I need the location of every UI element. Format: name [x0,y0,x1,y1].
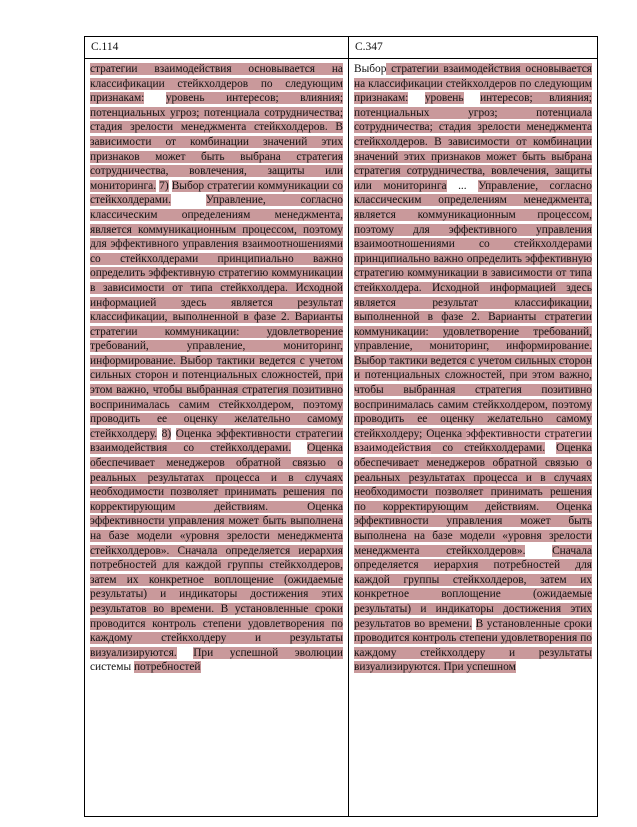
text-segment [144,92,166,104]
right-text-cell [349,60,597,816]
text-segment: В установленные сроки проводится контроль степени удовлетворения по каждому стейкхолдеру и результаты визуализируются. При успешном [354,617,592,674]
right-column [349,37,597,816]
text-segment [464,92,481,104]
text-segment: При успешной эволюции [193,646,343,659]
text-segment: стратегии взаимодействия основывается на классификации стейкхолдеров по следующим признакам: [90,63,343,105]
text-segment: Выбор тактики ведется с учетом сильных сторон и потенциальных сложностей, при этом важно, чтобы выбранная стратегия позитивно воспринималась самим стейкхолдером, поэтому проводить ее оценку желательно самому стейкхолдеру; Оценка [354,354,592,440]
text-segment: эффективности стратегии взаимодействия [354,427,592,455]
left-text-cell [85,60,348,816]
text-segment [291,442,307,454]
text-segment [545,442,556,454]
text-segment: Выбор стратегии коммуникации со стейкхолдерами. [90,179,343,207]
text-segment: Сначала определяется иерархия потребностей для каждой группы стейкхолдеров, затем их конкретное воплощение (ожидаемые результаты) и индикаторы достижения этих результатов во времени. [354,544,592,630]
right-paragraph [354,62,592,675]
text-segment [157,428,162,440]
text-segment [171,194,206,206]
text-segment: Управление, согласно классическим определениям менеджмента, является коммуникационным процессом, поэтому для эффективного управления взаимоотношениями со стейкхолдерами принципиально важно определить эффективную стратегию коммуникации в зависимости от типа стейкхолдера. Исходной информацией здесь является результат классификации, выполненной в фазе 2. Варианты [90,194,343,324]
text-segment: ... [446,179,479,192]
text-segment: стратегии коммуникации: удовлетворение требований, управление, мониторинг, информирование. Выбор тактики ведется с учетом сильных сторон и потенциальных сложностей, при этом важно, чтобы выбранная стратегия позитивно воспринималась самим стейкхолдером, поэтому проводить ее оценку желательно самому стейкхолдеру. [90,325,343,440]
text-segment: Управление, согласно классическим определениям менеджмента, является коммуникационным процессом, поэтому для эффективного управления взаимоотношениями со стейкхолдерами принципиально важно определить эффективную стратегию коммуникации в зависимости от типа стейкхолдера. Исходной информацией здесь является результат классификации, выполненной в фазе 2. Варианты стратегии коммуникации: удовлетворение требований, управление, мониторинг, информирование. [354,179,592,353]
text-segment: потребностей [133,661,201,674]
text-segment: Оценка обеспечивает менеджеров обратной связью о реальных результатах процесса и в случаях необходимости позволяет принимать решения по корректирующим действиям. Оценка эффективности управления может быть выполнена на базе модели «уровня зрелости менеджмента стейкхолдеров». Сначала определяется иерархия потребностей для каждой группы стейкхолдеров, затем их конкретное воплощение (ожидаемые результаты) и индикаторы достижения этих результатов во времени. В установленные сроки проводится контроль степени удовлетворения по каждому стейкхолдеру и результаты визуализируются. [90,442,343,659]
text-segment: 7) [159,179,169,192]
text-segment: Оценка обеспечивает менеджеров обратной связью о реальных результатах процесса и в случаях необходимости позволяет принимать решения по корректирующим действиям. Оценка эффективности управления может быть выполнена на базе модели «уровня зрелости менеджмента стейкхолдеров». [354,442,592,557]
text-segment [525,545,552,557]
left-paragraph [90,62,343,675]
text-segment [408,92,425,104]
text-segment [177,647,194,659]
left-column [85,37,349,816]
text-segment: 8) [161,427,172,440]
right-page-header: С.347 [349,37,597,59]
text-segment: Выбор [354,63,387,75]
text-segment: со стейкхолдерами. [431,442,546,455]
comparison-table [84,36,598,817]
text-segment: уровень интересов; влияния; потенциальных угроз; потенциала сотрудничества; стадия зрелости менеджмента стейкхолдеров. В зависимости от комбинации значений этих признаков может быть выбрана стратегия сотрудничества, вовлечения, защиты или мониторинга. [90,92,343,192]
text-segment: интересов; влияния; потенциальных угроз; потенциала сотрудничества; стадия зрелости менеджмента стейкхолдеров. В зависимости от комбинации значений этих признаков может быть выбрана стратегия сотрудничества, вовлечения, защиты или мониторинга [354,92,592,192]
left-page-header: С.114 [85,37,348,59]
text-segment: уровень [424,92,464,105]
text-segment: системы [90,661,134,674]
text-segment: Оценка эффективности стратегии взаимодействия со стейкхолдерами. [90,427,343,455]
text-segment: стратегии взаимодействия основывается на классификации стейкхолдеров по следующим признакам: [354,63,592,105]
